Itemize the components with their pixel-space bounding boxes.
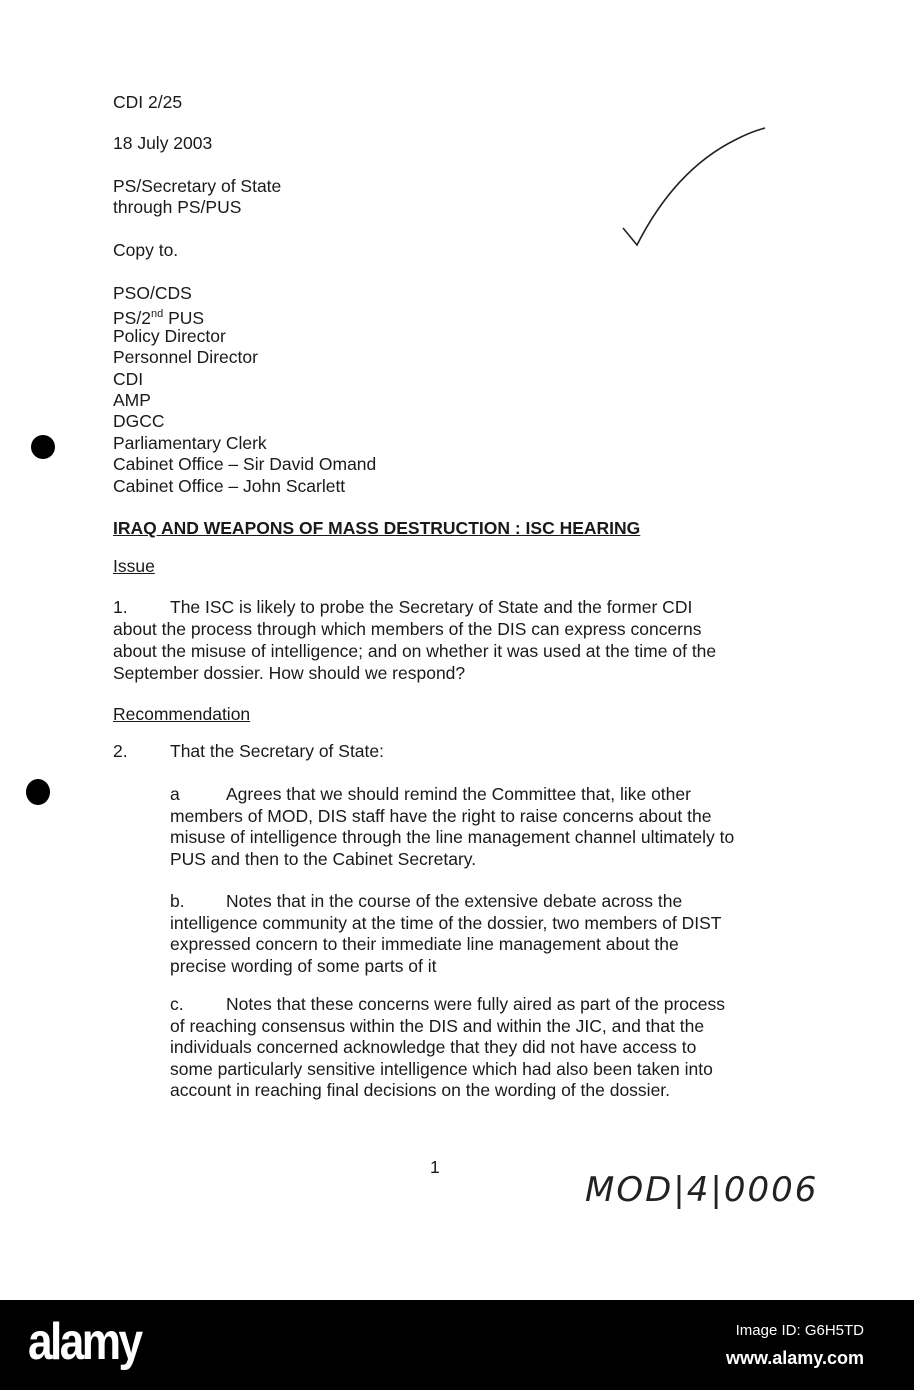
item-line: intelligence community at the time of the dossier, two members of DIST <box>170 912 722 933</box>
punch-hole-icon <box>26 779 50 805</box>
copy-list-item: CDI <box>113 369 144 389</box>
checkmark-icon <box>615 120 775 255</box>
punch-hole-icon <box>31 435 55 459</box>
para1-line: The ISC is likely to probe the Secretary of State and the former CDI <box>170 597 693 617</box>
item-line: misuse of intelligence through the line management channel ultimately to <box>170 827 735 847</box>
copy-list-item: PSO/CDS <box>113 283 192 303</box>
item-label: a <box>170 784 180 804</box>
watermark-bar <box>0 1300 914 1390</box>
item-line: some particularly sensitive intelligence which had also been taken into <box>170 1058 713 1079</box>
page-number: 1 <box>430 1157 440 1177</box>
copy-list-item: Parliamentary Clerk <box>113 433 267 453</box>
site-url: www.alamy.com <box>725 1348 864 1368</box>
item-line: of reaching consensus within the DIS and within the JIC, and that the <box>170 1015 705 1036</box>
para1-line: about the misuse of intelligence; and on whether it was used at the time of the <box>113 641 717 661</box>
para2-text: That the Secretary of State: <box>170 741 384 761</box>
superscript: nd <box>150 308 164 320</box>
copy-list-item: Cabinet Office – Sir David Omand <box>113 454 377 474</box>
item-line: Agrees that we should remind the Committee that, like other <box>226 784 691 804</box>
copy-list-item: Cabinet Office – John Scarlett <box>113 476 346 496</box>
addressee: PS/Secretary of State <box>113 176 282 196</box>
item-line: account in reaching final decisions on the wording of the dossier. <box>170 1080 671 1100</box>
issue-heading: Issue <box>113 556 155 576</box>
image-id: Image ID: G6H5TD <box>735 1322 864 1339</box>
copy-list-item: Policy Director <box>113 326 226 346</box>
para1-number: 1. <box>113 597 128 617</box>
item-label: c. <box>170 994 184 1014</box>
document-title: IRAQ AND WEAPONS OF MASS DESTRUCTION : ISC HEARING <box>113 518 641 538</box>
date: 18 July 2003 <box>113 133 213 153</box>
addressee-through: through PS/PUS <box>113 197 242 217</box>
copy-to-label: Copy to. <box>113 240 179 260</box>
copy-list-item: Personnel Director <box>113 347 258 367</box>
item-line: expressed concern to their immediate line management about the <box>170 934 679 954</box>
copy-item-text: PS/2 <box>113 307 151 328</box>
item-line: individuals concerned acknowledge that they did not have access to <box>170 1037 697 1057</box>
item-line: Notes that these concerns were fully aired as part of the process <box>226 994 726 1014</box>
item-line: members of MOD, DIS staff have the right to raise concerns about the <box>170 805 712 826</box>
para2-number: 2. <box>113 741 128 761</box>
recommendation-heading: Recommendation <box>113 704 251 724</box>
item-line: Notes that in the course of the extensive debate across the <box>226 891 683 911</box>
copy-item-suffix: PUS <box>163 307 205 328</box>
handwritten-reference: MOD|4|0006 <box>585 1170 819 1210</box>
alamy-logo: alamy <box>28 1313 141 1371</box>
para1-line: about the process through which members of the DIS can express concerns <box>113 619 702 639</box>
copy-list-item: AMP <box>113 390 151 410</box>
item-line: PUS and then to the Cabinet Secretary. <box>170 848 477 869</box>
item-line: precise wording of some parts of it <box>170 955 437 976</box>
para1-line: September dossier. How should we respond? <box>113 663 466 683</box>
copy-list-item: DGCC <box>113 411 165 431</box>
reference: CDI 2/25 <box>113 92 183 112</box>
item-label: b. <box>170 891 185 911</box>
